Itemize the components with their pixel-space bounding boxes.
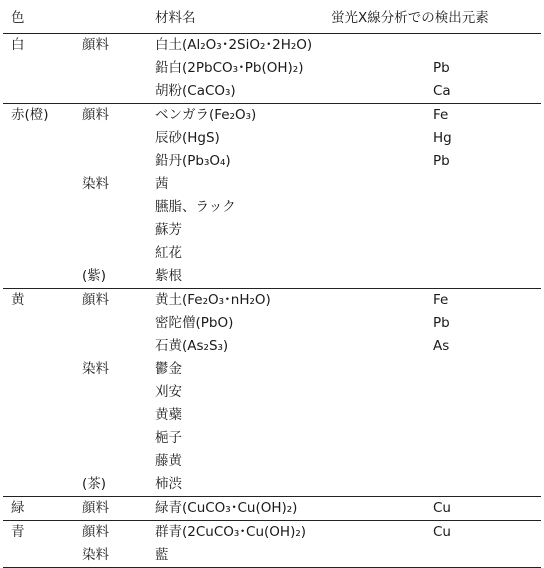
table-body <box>3 34 541 568</box>
row-material: 黄蘗 <box>155 407 182 423</box>
table-row <box>3 127 541 150</box>
row-type: (茶) <box>82 476 107 492</box>
row-type: (紫) <box>82 268 107 284</box>
table-row <box>3 496 541 520</box>
row-material: 蘇芳 <box>155 222 182 238</box>
table-row <box>3 520 541 544</box>
row-color: 赤(橙) <box>11 107 49 123</box>
table-row <box>3 242 541 265</box>
table-row <box>3 34 541 57</box>
row-type: 顔料 <box>82 524 109 540</box>
row-element: Pb <box>433 153 450 169</box>
pigment-table <box>3 6 541 568</box>
table-row <box>3 288 541 312</box>
table-row <box>3 404 541 427</box>
row-material: 鉛白(2PbCO₃･Pb(OH)₂) <box>155 60 304 76</box>
table-header <box>3 6 541 34</box>
row-type: 顔料 <box>82 37 109 53</box>
row-material: 藤黄 <box>155 453 182 469</box>
row-material: 紅花 <box>155 245 182 261</box>
row-element: As <box>433 338 450 354</box>
table-row <box>3 450 541 473</box>
row-type: 顔料 <box>82 292 109 308</box>
table-row <box>3 80 541 103</box>
row-type: 顔料 <box>82 500 109 516</box>
row-type: 顔料 <box>82 107 109 123</box>
row-material: 刈安 <box>155 384 182 400</box>
row-material: 緑青(CuCO₃･Cu(OH)₂) <box>155 500 298 516</box>
row-element: Fe <box>433 107 449 123</box>
row-material: 石黄(As₂S₃) <box>155 338 229 354</box>
table-row <box>3 196 541 219</box>
table-row <box>3 473 541 496</box>
row-element: Cu <box>433 524 451 540</box>
row-color: 青 <box>11 524 25 540</box>
row-material: ベンガラ(Fe₂O₃) <box>155 107 257 123</box>
table-row <box>3 335 541 358</box>
table-row <box>3 358 541 381</box>
row-material: 白土(Al₂O₃･2SiO₂･2H₂O) <box>155 37 313 53</box>
table-row <box>3 544 541 568</box>
table-row <box>3 381 541 404</box>
table-row <box>3 265 541 288</box>
table-row <box>3 150 541 173</box>
row-material: 鉛丹(Pb₃O₄) <box>155 153 231 169</box>
row-element: Pb <box>433 315 450 331</box>
row-element: Cu <box>433 500 451 516</box>
row-color: 黄 <box>11 292 25 308</box>
table-row <box>3 312 541 335</box>
table-row <box>3 57 541 80</box>
row-element: Ca <box>433 83 451 99</box>
row-material: 柿渋 <box>155 476 182 492</box>
header-element: 蛍光X線分析での検出元素 <box>331 10 489 26</box>
row-type: 染料 <box>82 547 109 563</box>
row-color: 緑 <box>11 500 25 516</box>
row-element: Hg <box>433 130 452 146</box>
row-material: 胡粉(CaCO₃) <box>155 83 236 99</box>
row-element: Pb <box>433 60 450 76</box>
table-row <box>3 103 541 127</box>
row-type: 染料 <box>82 176 109 192</box>
header-material: 材料名 <box>155 10 196 26</box>
row-material: 藍 <box>155 547 169 563</box>
row-material: 紫根 <box>155 268 182 284</box>
header-color: 色 <box>11 10 25 26</box>
table-row <box>3 427 541 450</box>
row-material: 密陀僧(PbO) <box>155 315 234 331</box>
row-material: 鬱金 <box>155 361 182 377</box>
row-material: 臙脂、ラック <box>155 199 236 215</box>
row-material: 茜 <box>155 176 169 192</box>
row-type: 染料 <box>82 361 109 377</box>
row-material: 黄土(Fe₂O₃･nH₂O) <box>155 292 271 308</box>
row-color: 白 <box>11 37 25 53</box>
row-material: 群青(2CuCO₃･Cu(OH)₂) <box>155 524 307 540</box>
table-row <box>3 173 541 196</box>
row-material: 辰砂(HgS) <box>155 130 220 146</box>
table-row <box>3 219 541 242</box>
row-element: Fe <box>433 292 449 308</box>
row-material: 梔子 <box>155 430 182 446</box>
